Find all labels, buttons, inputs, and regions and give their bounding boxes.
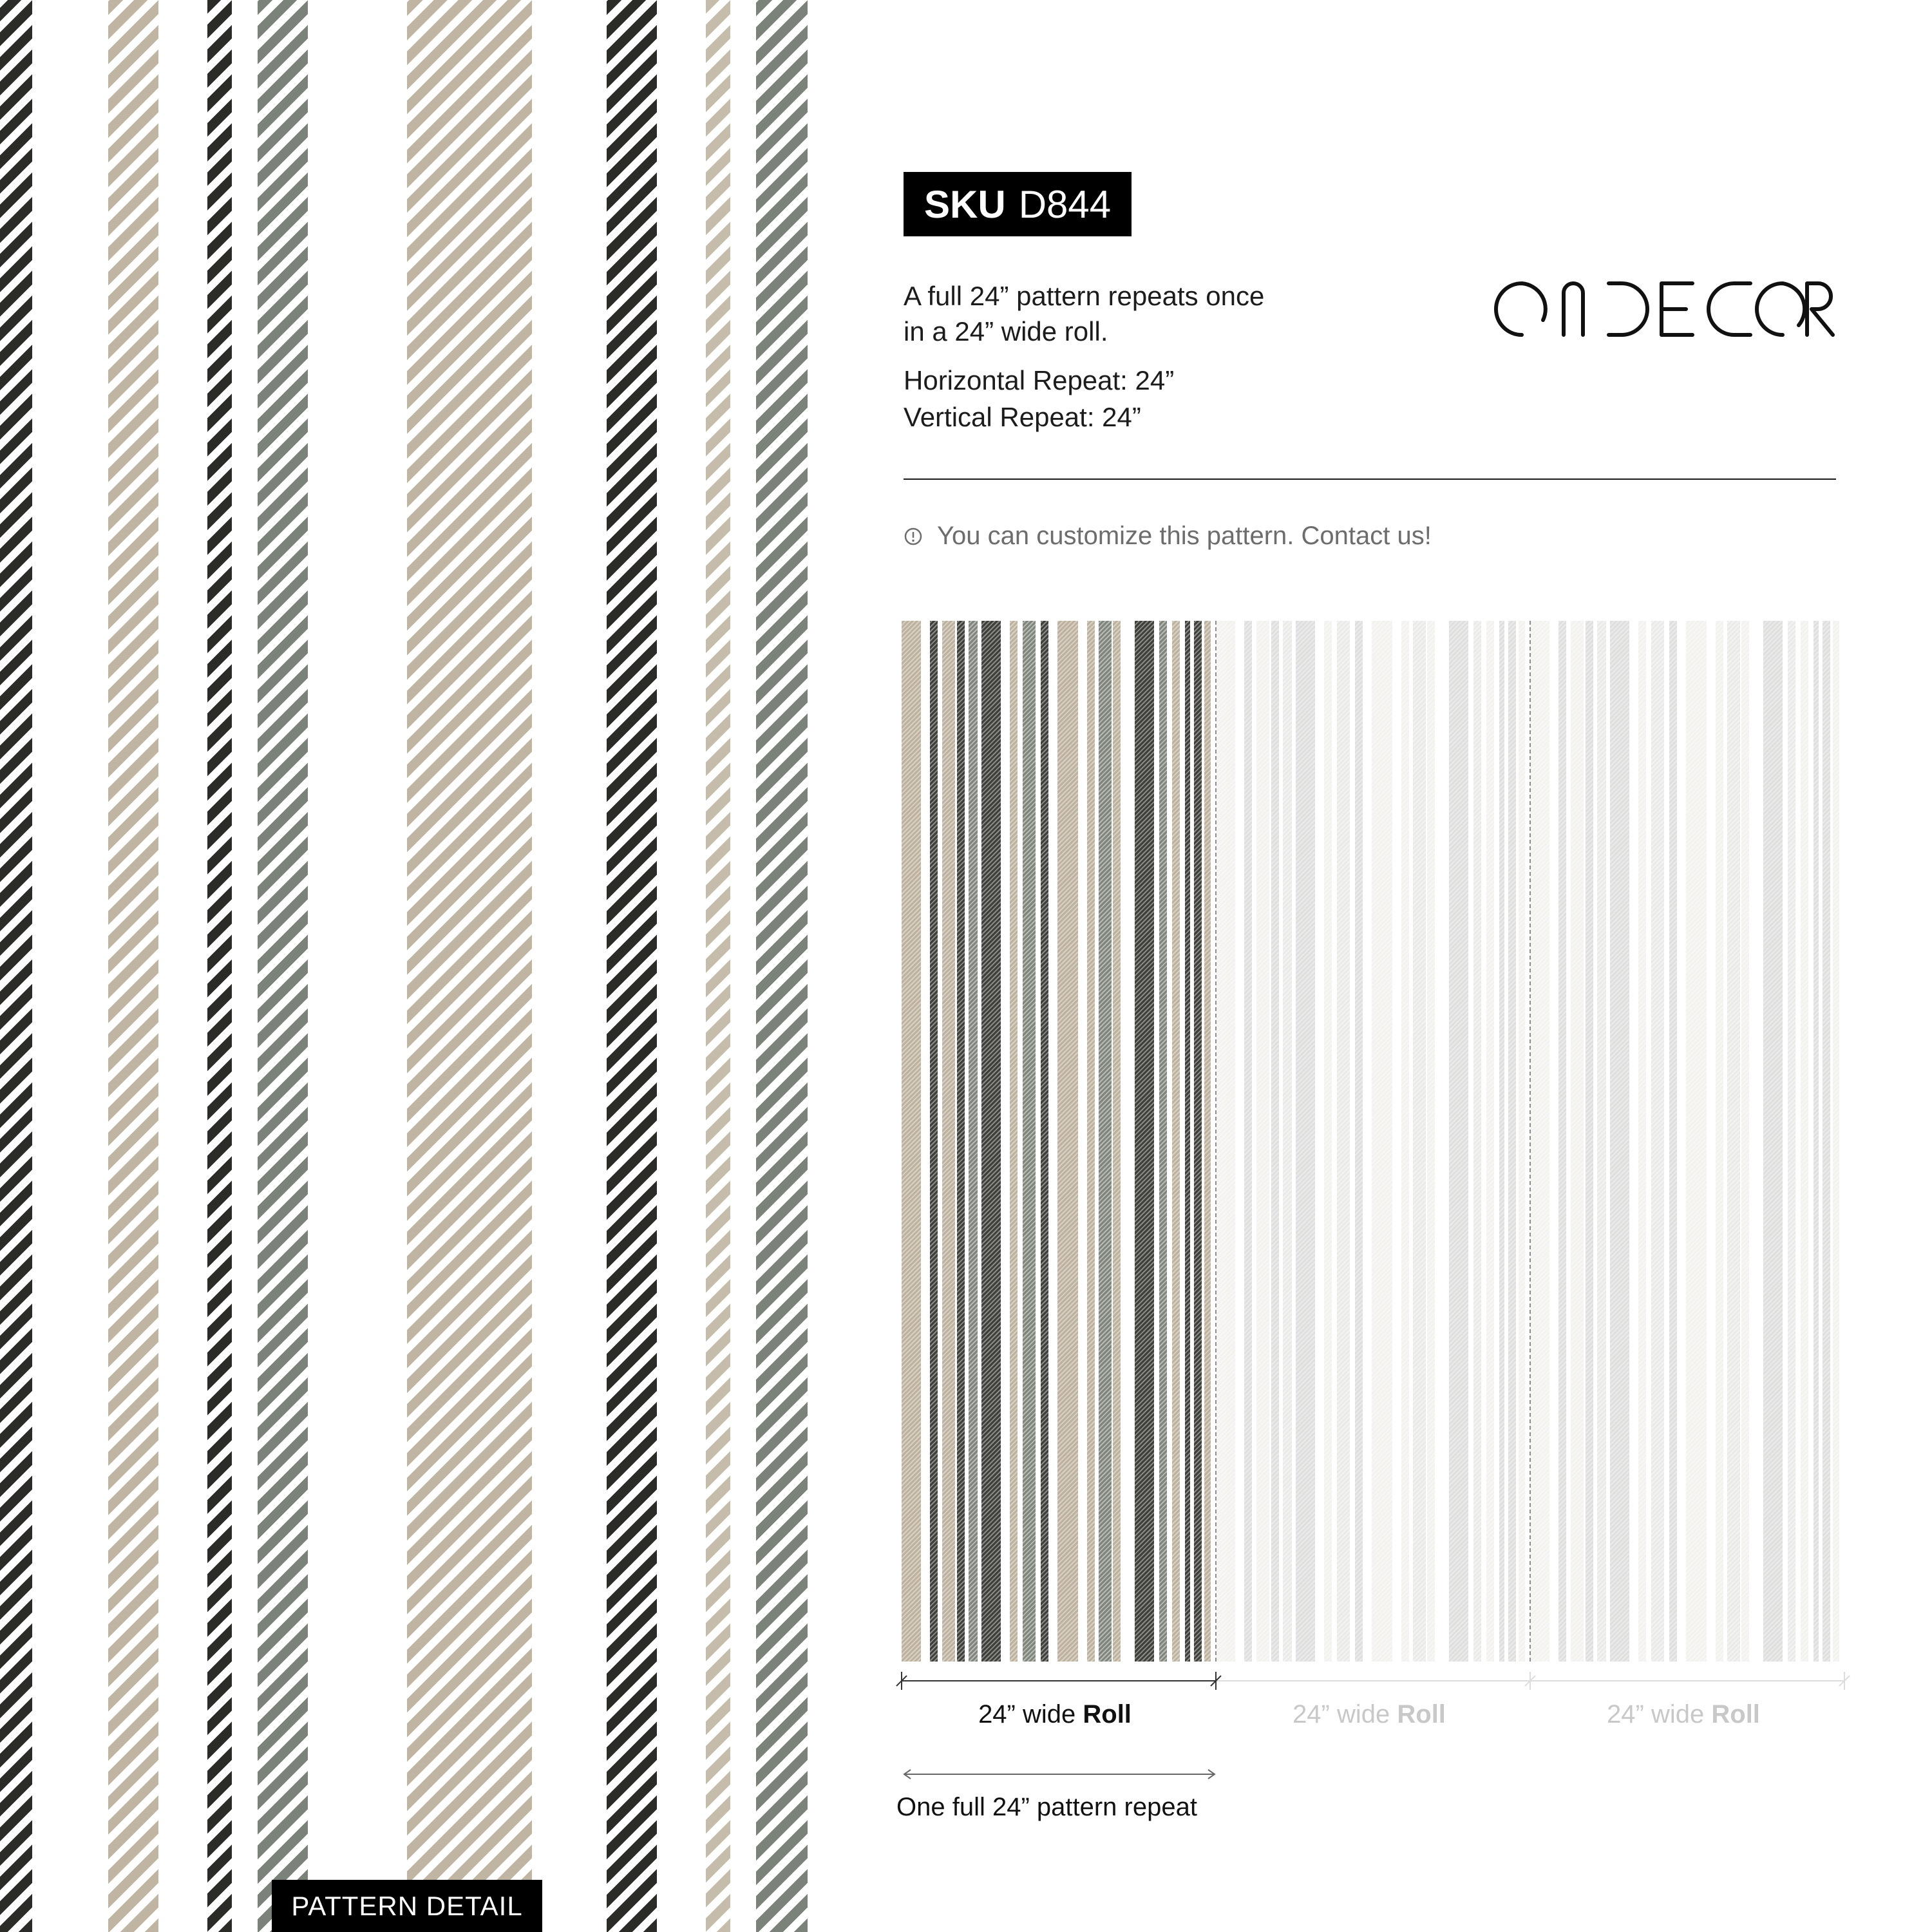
divider (904, 478, 1836, 480)
stripe-dark (0, 0, 32, 1932)
roll-stripe (1337, 621, 1350, 1662)
roll-stripe (981, 621, 1001, 1662)
pattern-detail-image (0, 0, 808, 1932)
roll-stripe (1449, 621, 1468, 1662)
roll-stripe (1651, 621, 1664, 1662)
roll-stripe (1788, 621, 1795, 1662)
roll-stripe (1486, 621, 1494, 1662)
roll-stripe (1296, 621, 1315, 1662)
sku-key: SKU (924, 182, 1006, 226)
roll-label-bold: Roll (1083, 1700, 1132, 1728)
roll-stripe (1814, 621, 1819, 1662)
roll-stripe (930, 621, 938, 1662)
repeat-description-line-1: A full 24” pattern repeats once (904, 281, 1265, 311)
customize-text: You can customize this pattern. Contact us! (937, 522, 1432, 550)
roll-stripe (957, 621, 965, 1662)
roll-stripe (1216, 621, 1235, 1662)
stripe-tan (706, 0, 730, 1932)
roll-stripe (1057, 621, 1078, 1662)
roll-stripe (1571, 621, 1584, 1662)
roll-stripe (1135, 621, 1154, 1662)
roll-stripe (1669, 621, 1677, 1662)
stripe-tan (407, 0, 532, 1932)
roll-width-measure (889, 1668, 1855, 1694)
roll-stripe (1763, 621, 1783, 1662)
roll-stripe (1413, 621, 1426, 1662)
roll-stripe (1023, 621, 1036, 1662)
roll-stripe (1324, 621, 1332, 1662)
roll-stripe (1283, 621, 1292, 1662)
roll-stripe (1519, 621, 1525, 1662)
roll-label-bold: Roll (1711, 1700, 1760, 1728)
roll-stripe (1010, 621, 1018, 1662)
roll-stripe (1159, 621, 1167, 1662)
roll-stripe (1597, 621, 1606, 1662)
sku-badge (904, 172, 1132, 236)
roll-stripe (1204, 621, 1211, 1662)
roll-stripe (1271, 621, 1279, 1662)
customize-note[interactable] (904, 522, 1432, 551)
stripe-tan (108, 0, 158, 1932)
roll-label (1212, 1700, 1526, 1729)
pattern-detail-label: PATTERN DETAIL (272, 1880, 542, 1932)
horizontal-repeat: Horizontal Repeat: 24” (904, 365, 1175, 395)
roll-stripe (1087, 621, 1095, 1662)
roll-stripe (1833, 621, 1839, 1662)
stripe-dark (607, 0, 657, 1932)
roll-stripe (1823, 621, 1830, 1662)
roll-stripe (1499, 621, 1504, 1662)
roll-stripe (1185, 621, 1190, 1662)
roll-stripe (1355, 621, 1363, 1662)
stripe-dark (207, 0, 232, 1932)
roll-stripe (1686, 621, 1707, 1662)
roll-label (1526, 1700, 1841, 1729)
roll-stripe (1716, 621, 1723, 1662)
roll-stripe (1473, 621, 1481, 1662)
roll-stripe (1427, 621, 1435, 1662)
roll-stripe (969, 621, 978, 1662)
roll-stripe (902, 621, 921, 1662)
roll-stripe (1610, 621, 1629, 1662)
roll-label-bold: Roll (1397, 1700, 1446, 1728)
ondecor-logo (1493, 280, 1835, 338)
stripe-gray (756, 0, 808, 1932)
vertical-repeat: Vertical Repeat: 24” (904, 402, 1141, 432)
roll-stripe (1741, 621, 1749, 1662)
roll-stripe (1172, 621, 1180, 1662)
roll-stripe (1638, 621, 1646, 1662)
roll-stripe (1256, 621, 1269, 1662)
repeat-description-line-2: in a 24” wide roll. (904, 316, 1108, 346)
roll-preview (1530, 621, 1842, 1662)
roll-stripe (1530, 621, 1549, 1662)
roll-seam (1530, 621, 1531, 1662)
roll-stripe (1244, 621, 1252, 1662)
sku-code: D844 (1018, 182, 1112, 226)
roll-label-prefix: 24” wide (1607, 1700, 1712, 1728)
roll-stripe (942, 621, 955, 1662)
roll-stripe (1099, 621, 1112, 1662)
roll-label (898, 1700, 1212, 1729)
roll-stripe (1113, 621, 1121, 1662)
roll-stripe (1194, 621, 1202, 1662)
roll-preview (902, 621, 1214, 1662)
roll-stripe (1401, 621, 1409, 1662)
roll-stripe (1801, 621, 1808, 1662)
repeat-arrow (902, 1765, 1217, 1784)
roll-preview (1216, 621, 1528, 1662)
roll-stripe (1558, 621, 1566, 1662)
roll-stripe (1508, 621, 1516, 1662)
roll-label-prefix: 24” wide (978, 1700, 1083, 1728)
roll-stripe (1041, 621, 1048, 1662)
roll-stripe (1727, 621, 1740, 1662)
stripe-gray (258, 0, 308, 1932)
roll-seam (1215, 621, 1217, 1662)
roll-stripe (1372, 621, 1392, 1662)
roll-stripe (1586, 621, 1593, 1662)
info-icon (904, 527, 923, 546)
pattern-repeat-label: One full 24” pattern repeat (896, 1793, 1197, 1821)
roll-label-prefix: 24” wide (1293, 1700, 1397, 1728)
